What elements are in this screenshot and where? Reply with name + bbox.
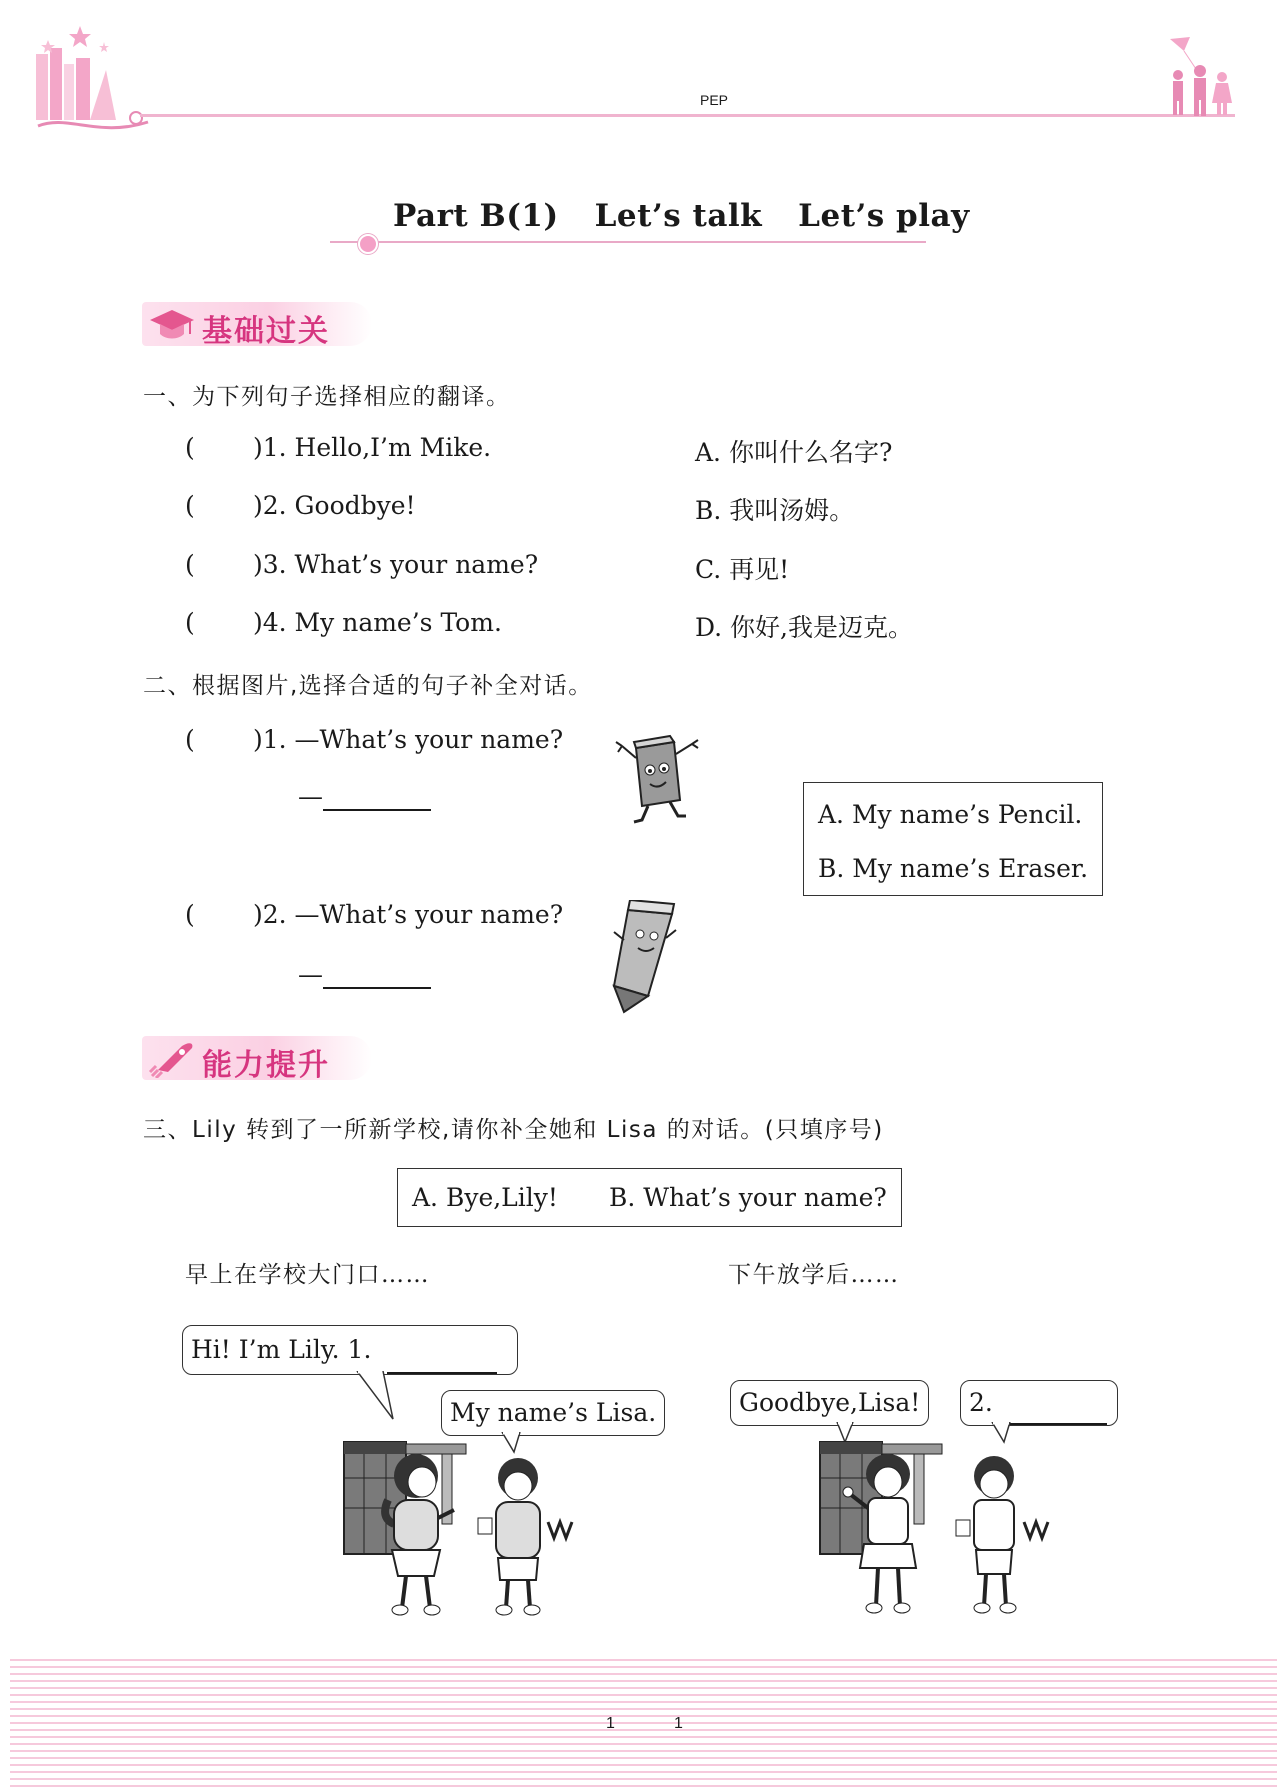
scene-morning-label: 早上在学校大门口……	[185, 1262, 430, 1288]
speech-bubble-lisa-morning	[441, 1390, 665, 1436]
option-text: A. 你叫什么名字?	[695, 438, 893, 467]
section3-heading: 三、Lily 转到了一所新学校,请你补全她和 Lisa 的对话。(只填序号)	[143, 1117, 884, 1143]
question-text: )2. Goodbye!	[253, 491, 416, 520]
speech-bubble-lily-morning	[182, 1325, 518, 1375]
question-text: )1. —What’s your name?	[253, 725, 564, 754]
graduation-cap-icon	[148, 304, 196, 344]
page-title	[393, 198, 970, 234]
question-text: )2. —What’s your name?	[253, 900, 564, 929]
answer-prefix: —	[298, 960, 323, 989]
choice-a: A. My name’s Pencil.	[818, 800, 1083, 829]
answer-paren[interactable]: (	[185, 608, 195, 637]
blank[interactable]	[323, 785, 431, 811]
header-rule	[140, 114, 1235, 117]
bubble-text: Hi! I’m Lily. 1.	[191, 1335, 372, 1364]
footer-band	[10, 1654, 1277, 1789]
header-decoration-left	[28, 18, 158, 133]
option-text: C. 再见!	[695, 555, 790, 584]
section1-heading: 一、为下列句子选择相应的翻译。	[143, 384, 511, 410]
page-number-right: 1	[674, 1715, 683, 1732]
morning-scene-illustration	[342, 1438, 592, 1620]
afternoon-scene-illustration	[818, 1438, 1068, 1620]
choice-b: B. What’s your name?	[609, 1183, 887, 1212]
bubble-text: Goodbye,Lisa!	[739, 1388, 921, 1417]
choices-box	[803, 782, 1103, 896]
header-label: PEP	[700, 92, 729, 108]
header-decoration-right	[1160, 35, 1240, 120]
answer-paren[interactable]: (	[185, 900, 195, 929]
blank[interactable]	[323, 963, 431, 989]
section-banner-advanced	[142, 1036, 372, 1083]
answer-prefix: —	[298, 782, 323, 811]
eraser-illustration	[612, 728, 706, 828]
section2-heading: 二、根据图片,选择合适的句子补全对话。	[143, 673, 593, 699]
answer-line[interactable]	[298, 782, 431, 811]
title-part: Part B(1)	[393, 198, 559, 234]
answer-paren[interactable]: (	[185, 725, 195, 754]
question-text: )3. What’s your name?	[253, 550, 539, 579]
pencil-illustration	[600, 900, 680, 1015]
title-dot	[358, 234, 378, 254]
rocket-icon	[148, 1038, 196, 1078]
speech-bubble-lisa-afternoon	[960, 1380, 1118, 1426]
section-banner-basic	[142, 302, 372, 349]
banner-label: 基础过关	[202, 314, 330, 349]
banner-label: 能力提升	[202, 1048, 330, 1083]
question-text: )1. Hello,I’m Mike.	[253, 433, 492, 462]
choice-b: B. My name’s Eraser.	[818, 854, 1089, 883]
speech-bubble-lily-afternoon	[730, 1380, 929, 1426]
answer-paren[interactable]: (	[185, 433, 195, 462]
blank[interactable]	[1007, 1403, 1107, 1425]
choices-box	[397, 1168, 902, 1227]
bubble-text: 2.	[969, 1388, 993, 1417]
title-rule	[330, 241, 926, 243]
choice-a: A. Bye,Lily!	[412, 1183, 558, 1212]
bubble-text: My name’s Lisa.	[450, 1398, 657, 1427]
title-talk: Let’s talk	[594, 198, 763, 234]
scene-afternoon-label: 下午放学后……	[728, 1262, 900, 1288]
bubble-tail	[355, 1371, 405, 1421]
title-play: Let’s play	[798, 198, 970, 234]
answer-paren[interactable]: (	[185, 550, 195, 579]
page-number-left: 1	[606, 1715, 615, 1732]
answer-line[interactable]	[298, 960, 431, 989]
question-text: )4. My name’s Tom.	[253, 608, 502, 637]
option-text: D. 你好,我是迈克。	[695, 613, 913, 642]
answer-paren[interactable]: (	[185, 491, 195, 520]
option-text: B. 我叫汤姆。	[695, 496, 855, 525]
